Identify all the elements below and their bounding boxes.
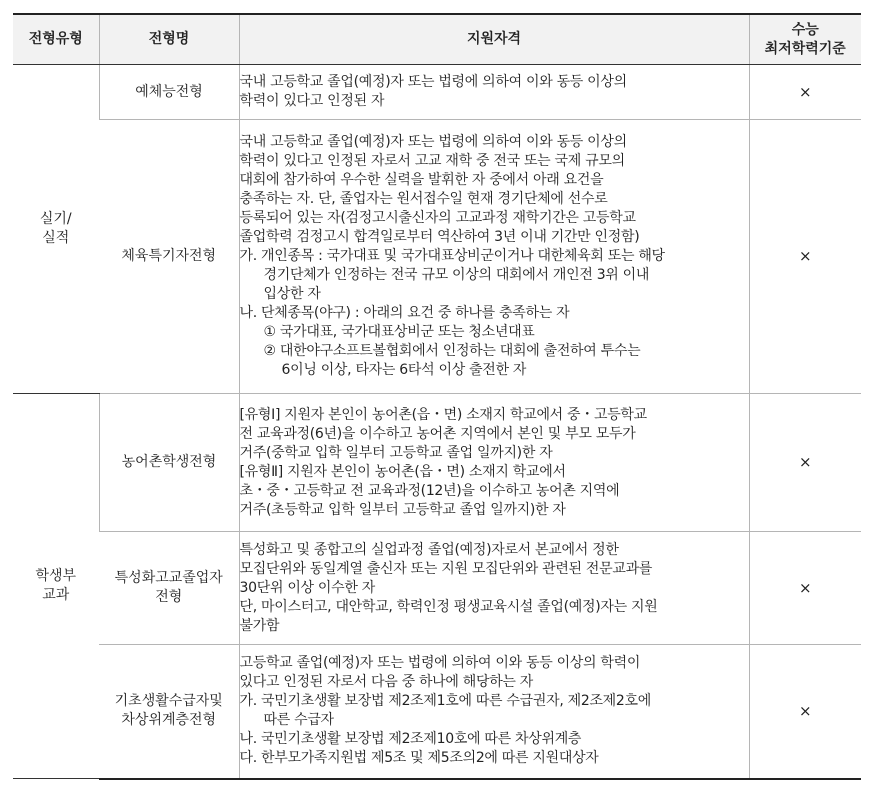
req-line: 따른 수급자 xyxy=(263,712,334,729)
req-line: 나. 국민기초생활 보장법 제2조제10호에 따른 차상위계층 xyxy=(239,731,582,748)
min-standard-cell: × xyxy=(749,645,861,779)
table-row xyxy=(13,532,861,645)
req-line: 전 교육과정(6년)을 이수하고 농어촌 지역에서 본인 및 부모 모두가 xyxy=(239,425,636,442)
req-line: 특성화고 및 종합고의 실업과정 졸업(예정)자로서 본교에서 정한 xyxy=(239,541,619,558)
admission-name-line1: 기초생활수급자및 xyxy=(114,693,223,710)
admission-name-line2: 차상위계층전형 xyxy=(121,712,217,729)
group-practical-line2: 실적 xyxy=(42,230,70,246)
requirements-cell xyxy=(239,65,749,120)
header-row xyxy=(13,14,861,65)
req-line: 국내 고등학교 졸업(예정)자 또는 법령에 의하여 이와 동등 이상의 xyxy=(239,74,627,90)
group-practical xyxy=(13,65,99,394)
header-min-line2: 최저학력기준 xyxy=(764,40,846,57)
admission-name: 예체능전형 xyxy=(99,65,239,120)
min-standard-cell: × xyxy=(749,65,861,120)
requirements-cell xyxy=(239,532,749,645)
req-line: 거주(초등학교 입학 일부터 고등학교 졸업 일까지)한 자 xyxy=(239,501,566,518)
header-type: 전형유형 xyxy=(13,14,99,65)
min-standard-cell: × xyxy=(749,532,861,645)
req-line: [유형Ⅰ] 지원자 본인이 농어촌(읍・면) 소재지 학교에서 중・고등학교 xyxy=(239,406,647,423)
req-line: 모집단위와 동일계열 출신자 또는 지원 모집단위와 관련된 전문교과를 xyxy=(239,560,653,577)
req-line: 거주(중학교 입학 일부터 고등학교 졸업 일까지)한 자 xyxy=(239,444,553,461)
req-line: 국내 고등학교 졸업(예정)자 또는 법령에 의하여 이와 동등 이상의 xyxy=(239,134,627,150)
req-line: 30단위 이상 이수한 자 xyxy=(239,579,375,596)
requirements-cell xyxy=(239,645,749,779)
req-line: 학력이 있다고 인정된 자로서 고교 재학 중 전국 또는 국제 규모의 xyxy=(239,153,625,169)
table-row xyxy=(13,645,861,779)
req-line: 졸업학력 검정고시 합격일로부터 역산하여 3년 이내 기간만 인정함) xyxy=(239,229,640,245)
req-line: [유형Ⅱ] 지원자 본인이 농어촌(읍・면) 소재지 학교에서 xyxy=(239,463,566,480)
admission-name: 체육특기자전형 xyxy=(99,120,239,394)
header-min-standard xyxy=(749,14,861,65)
min-standard-cell: × xyxy=(749,120,861,394)
admission-name-line2: 전형 xyxy=(155,589,183,605)
header-min-line1: 수능 xyxy=(791,21,819,38)
req-line: 있다고 인정된 자로서 다음 중 하나에 해당하는 자 xyxy=(239,674,534,691)
req-line: 6이닝 이상, 타자는 6타석 이상 출전한 자 xyxy=(281,362,527,378)
table-row xyxy=(13,120,861,394)
req-line: 가. 국민기초생활 보장법 제2조제1호에 따른 수급권자, 제2조제2호에 xyxy=(239,693,651,710)
requirements-cell xyxy=(239,120,749,394)
group-school-line1: 학생부 xyxy=(35,568,77,584)
requirements-cell xyxy=(239,394,749,532)
table-row xyxy=(13,65,861,120)
admission-name-line1: 특성화고교졸업자 xyxy=(114,570,223,586)
admission-name xyxy=(99,532,239,645)
admission-name: 농어촌학생전형 xyxy=(99,394,239,532)
req-line: 나. 단체종목(야구) : 아래의 요건 중 하나를 충족하는 자 xyxy=(239,305,570,321)
group-school-line2: 교과 xyxy=(42,587,70,603)
req-line: 충족하는 자. 단, 졸업자는 원서접수일 현재 경기단체에 선수로 xyxy=(239,191,608,207)
req-line: 학력이 있다고 인정된 자 xyxy=(239,93,385,109)
table-row xyxy=(13,394,861,532)
admission-name xyxy=(99,645,239,779)
req-line: ② 대한야구소프트볼협회에서 인정하는 대회에 출전하여 투수는 xyxy=(263,343,641,359)
req-line: 고등학교 졸업(예정)자 또는 법령에 의하여 이와 동등 이상의 학력이 xyxy=(239,655,641,672)
req-line: 입상한 자 xyxy=(263,286,321,302)
req-line: 가. 개인종목 : 국가대표 및 국가대표상비군이거나 대한체육회 또는 해당 xyxy=(239,248,665,264)
req-line: 대회에 참가하여 우수한 실력을 발휘한 자 중에서 아래 요건을 xyxy=(239,172,604,188)
req-line: 단, 마이스터고, 대안학교, 학력인정 평생교육시설 졸업(예정)자는 지원 xyxy=(239,598,658,615)
header-name: 전형명 xyxy=(99,14,239,65)
group-practical-line1: 실기/ xyxy=(39,211,72,227)
header-requirements: 지원자격 xyxy=(239,14,749,65)
admission-table xyxy=(13,13,861,780)
req-line: 다. 한부모가족지원법 제5조 및 제5조의2에 따른 지원대상자 xyxy=(239,750,599,767)
group-school-record xyxy=(13,394,99,779)
req-line: ① 국가대표, 국가대표상비군 또는 청소년대표 xyxy=(263,324,535,340)
req-line: 경기단체가 인정하는 전국 규모 이상의 대회에서 개인전 3위 이내 xyxy=(263,267,650,283)
req-line: 등록되어 있는 자(검정고시출신자의 고교과정 재학기간은 고등학교 xyxy=(239,210,636,226)
req-line: 불가함 xyxy=(239,617,280,634)
req-line: 초・중・고등학교 전 교육과정(12년)을 이수하고 농어촌 지역에 xyxy=(239,482,620,499)
min-standard-cell: × xyxy=(749,394,861,532)
